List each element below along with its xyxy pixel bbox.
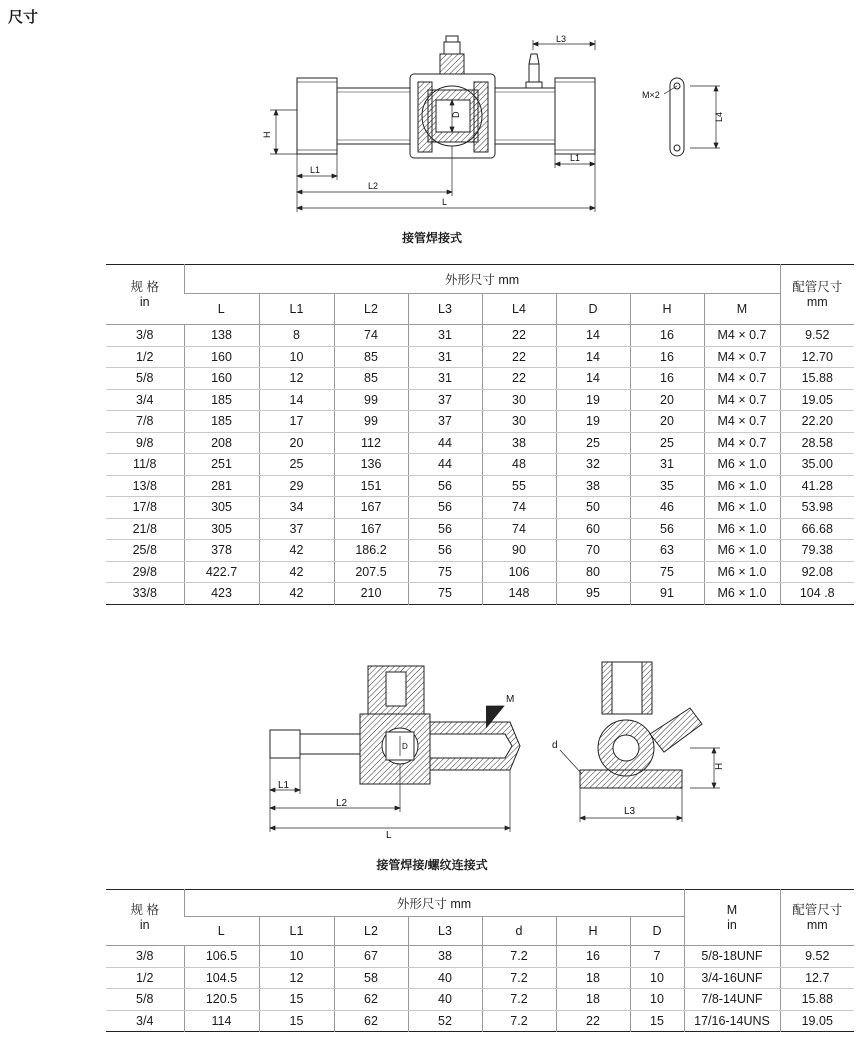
table-cell: 13/8 <box>106 475 184 497</box>
table-cell: 3/4 <box>106 389 184 411</box>
table-cell: 17/16-14UNS <box>684 1010 780 1032</box>
table-row <box>106 389 854 411</box>
table-cell: 29/8 <box>106 561 184 583</box>
table-cell: 22 <box>482 368 556 390</box>
table-cell: 44 <box>408 432 482 454</box>
spec-header-unit: in <box>139 294 150 309</box>
table-cell: 305 <box>184 518 259 540</box>
table-row <box>106 989 854 1011</box>
table-cell: 19.05 <box>780 389 854 411</box>
table-cell: 33/8 <box>132 586 157 601</box>
table-cell: 56 <box>408 497 482 519</box>
table-row <box>106 346 854 368</box>
table-cell: 31 <box>408 346 482 368</box>
table-row <box>106 561 854 583</box>
dimensions-group-header-2: 外形尺寸 mm <box>184 890 684 917</box>
table-row <box>106 967 854 989</box>
table-cell: 25 <box>259 454 334 476</box>
table-cell: 15 <box>630 1010 684 1032</box>
table-cell: 3/4 <box>136 1013 154 1028</box>
table-cell: 99 <box>334 389 408 411</box>
column-header: L2 <box>334 294 408 325</box>
table-cell: 40 <box>408 967 482 989</box>
table-cell: M6 × 1.0 <box>704 454 780 476</box>
table-cell: 37 <box>408 389 482 411</box>
table-cell: 66.68 <box>780 518 854 540</box>
table-cell: 305 <box>184 497 259 519</box>
table-cell: 136 <box>334 454 408 476</box>
table-cell: 7 <box>630 946 684 968</box>
table-row <box>106 946 854 968</box>
table-cell: 17 <box>259 411 334 433</box>
table-cell: 34 <box>259 497 334 519</box>
table-cell: M6 × 1.0 <box>704 475 780 497</box>
table-cell: 30 <box>482 411 556 433</box>
dim-label-l1-2: L1 <box>278 780 290 791</box>
table-cell: 25/8 <box>106 540 184 562</box>
table-row <box>106 583 854 605</box>
table-row <box>106 368 854 390</box>
table-row <box>106 475 854 497</box>
table-cell: 99 <box>334 411 408 433</box>
table-cell: 14 <box>259 389 334 411</box>
table-cell: 42 <box>259 540 334 562</box>
table-row <box>106 497 854 519</box>
table-cell: 378 <box>184 540 259 562</box>
thread-m-header <box>684 890 780 946</box>
dim-label-d-bore: D <box>402 742 408 751</box>
table-cell: 19 <box>556 389 630 411</box>
table-cell: 18 <box>556 989 630 1011</box>
table-cell: 56 <box>408 475 482 497</box>
table-cell: M4 × 0.7 <box>704 432 780 454</box>
table-cell: 35 <box>630 475 704 497</box>
table-cell: 20 <box>630 411 704 433</box>
spec-header-2-unit: in <box>139 917 150 932</box>
table-cell: 56 <box>408 518 482 540</box>
spec-header-label: 规 格 <box>130 279 159 294</box>
table-cell: 30 <box>482 389 556 411</box>
table-cell: 15 <box>259 989 334 1011</box>
table-cell: 16 <box>630 346 704 368</box>
table-cell: 207.5 <box>334 561 408 583</box>
table-cell: 114 <box>184 1010 259 1032</box>
table-cell: 14 <box>556 368 630 390</box>
column-header: L1 <box>259 917 334 946</box>
dim-label-m: M <box>506 694 515 705</box>
table-cell: 15.88 <box>780 989 854 1011</box>
table-cell: 58 <box>334 967 408 989</box>
dim-label-d-hole: d <box>552 740 558 751</box>
table-cell: 7.2 <box>482 946 556 968</box>
table-cell: 29 <box>259 475 334 497</box>
column-header: D <box>630 917 684 946</box>
table-cell: 1/2 <box>106 967 184 989</box>
table-cell: 104.5 <box>184 967 259 989</box>
table-cell: 167 <box>334 497 408 519</box>
table-cell: 10 <box>630 967 684 989</box>
dim-label-l2: L2 <box>368 181 379 191</box>
table-cell: 31 <box>630 454 704 476</box>
table-cell: 56 <box>630 518 704 540</box>
column-header: L3 <box>408 917 482 946</box>
table-cell: 62 <box>334 1010 408 1032</box>
dim-label-mx2: M×2 <box>642 90 660 100</box>
table-cell: M4 × 0.7 <box>704 325 780 347</box>
pipe-size-header <box>780 265 854 325</box>
table-cell: 74 <box>482 518 556 540</box>
table-cell: 62 <box>334 989 408 1011</box>
table-cell: 12 <box>259 368 334 390</box>
table-cell: 35.00 <box>780 454 854 476</box>
table-cell: 186.2 <box>334 540 408 562</box>
table-cell: 112 <box>334 432 408 454</box>
table-row <box>106 411 854 433</box>
table-cell: 160 <box>184 346 259 368</box>
pipe-size-2-label: 配管尺寸 <box>792 902 843 917</box>
table-cell: 5/8 <box>106 989 184 1011</box>
thread-m-unit: in <box>727 917 737 932</box>
column-header: L <box>184 917 259 946</box>
table-cell: 22 <box>556 1010 630 1032</box>
table-cell: 21/8 <box>106 518 184 540</box>
table-cell: 22.20 <box>780 411 854 433</box>
table-cell: 42 <box>259 561 334 583</box>
table-cell: 70 <box>556 540 630 562</box>
table-cell: 79.38 <box>780 540 854 562</box>
table-cell: 46 <box>630 497 704 519</box>
spec-header <box>106 265 184 325</box>
table-cell: 17/8 <box>106 497 184 519</box>
diagram1-caption: 接管焊接式 <box>401 231 462 245</box>
table-cell: 74 <box>334 325 408 347</box>
table-cell: 38 <box>482 432 556 454</box>
dim-label-l3: L3 <box>556 34 567 44</box>
table-cell: 210 <box>334 583 408 605</box>
table-cell: 7.2 <box>482 967 556 989</box>
dim-label-l: L <box>442 197 448 207</box>
dim-label-d: D <box>451 111 461 118</box>
table-cell: 151 <box>334 475 408 497</box>
table-cell: 106 <box>482 561 556 583</box>
dim-label-l1-right: L1 <box>570 153 581 163</box>
table-cell: 15 <box>259 1010 334 1032</box>
table-cell: 1/2 <box>106 346 184 368</box>
table-row <box>106 325 854 347</box>
table-cell: 31 <box>408 368 482 390</box>
table-cell: 40 <box>408 989 482 1011</box>
table-cell: 48 <box>482 454 556 476</box>
diagram2-caption: 接管焊接/螺纹连接式 <box>376 858 488 872</box>
table-cell: 10 <box>630 989 684 1011</box>
table-cell: 185 <box>184 389 259 411</box>
spec-header-2 <box>106 890 184 946</box>
weld-valve-drawing <box>250 30 730 220</box>
table-cell: 41.28 <box>780 475 854 497</box>
table-cell: 55 <box>482 475 556 497</box>
table-cell: M6 × 1.0 <box>704 583 780 605</box>
table-cell: 7.2 <box>482 1010 556 1032</box>
table-cell: 91 <box>630 583 704 605</box>
table-cell: M4 × 0.7 <box>704 411 780 433</box>
table-cell: M4 × 0.7 <box>704 368 780 390</box>
table-cell: 38 <box>556 475 630 497</box>
column-header: L4 <box>482 294 556 325</box>
table-cell: 85 <box>334 346 408 368</box>
table-cell: 9.52 <box>780 325 854 347</box>
column-header: H <box>556 917 630 946</box>
table-cell: 148 <box>482 583 556 605</box>
table-row <box>106 432 854 454</box>
table-cell: 10 <box>259 946 334 968</box>
table-cell: 14 <box>556 325 630 347</box>
table-cell: 63 <box>630 540 704 562</box>
thread-m-label: M <box>726 902 738 917</box>
table-row <box>106 540 854 562</box>
table-cell: 42 <box>259 583 334 605</box>
table-cell: 75 <box>408 561 482 583</box>
table-cell: 5/8-18UNF <box>684 946 780 968</box>
pipe-size-label: 配管尺寸 <box>792 279 843 294</box>
weld-spec-table <box>106 264 854 605</box>
table-cell: 56 <box>408 540 482 562</box>
table-cell: 19.05 <box>780 1010 854 1032</box>
table-cell: 16 <box>630 325 704 347</box>
table-cell: 25 <box>630 432 704 454</box>
table-cell: 22 <box>482 346 556 368</box>
table-cell: 16 <box>630 368 704 390</box>
dim-label-l-2: L <box>386 830 392 841</box>
table-cell: 85 <box>334 368 408 390</box>
table-cell: 25 <box>556 432 630 454</box>
table-cell: M4 × 0.7 <box>704 346 780 368</box>
dim-label-l4: L4 <box>714 111 724 122</box>
dim-label-l3-2: L3 <box>624 806 636 817</box>
table-cell: M6 × 1.0 <box>704 518 780 540</box>
column-header: H <box>630 294 704 325</box>
column-header: L1 <box>259 294 334 325</box>
table-row <box>106 1010 854 1032</box>
pipe-size-unit: mm <box>806 294 828 309</box>
table-cell: 14 <box>556 346 630 368</box>
table-cell: 106.5 <box>184 946 259 968</box>
dimensions-group-header: 外形尺寸 mm <box>184 265 780 294</box>
table-cell: 7.2 <box>482 989 556 1011</box>
table-cell: 281 <box>184 475 259 497</box>
table-cell: 52 <box>408 1010 482 1032</box>
table-cell: 53.98 <box>780 497 854 519</box>
table-cell: 38 <box>408 946 482 968</box>
dim-label-h: H <box>262 131 272 138</box>
table-cell: 67 <box>334 946 408 968</box>
dim-label-l2-2: L2 <box>336 798 348 809</box>
table-cell: 9/8 <box>106 432 184 454</box>
table-cell: 3/4-16UNF <box>684 967 780 989</box>
table-cell: 104 .8 <box>780 583 854 605</box>
table-cell: 120.5 <box>184 989 259 1011</box>
table-cell: 20 <box>630 389 704 411</box>
table-cell: 32 <box>556 454 630 476</box>
thread-spec-table <box>106 889 854 1032</box>
table-cell: 60 <box>556 518 630 540</box>
column-header: L2 <box>334 917 408 946</box>
column-header: L <box>184 294 259 325</box>
pipe-size-2-unit: mm <box>806 917 828 932</box>
table-cell: 11/8 <box>106 454 184 476</box>
spec-header-2-label: 规 格 <box>130 902 159 917</box>
table-cell: 422.7 <box>184 561 259 583</box>
table-cell: 7/8 <box>106 411 184 433</box>
table-cell: 16 <box>556 946 630 968</box>
dim-label-l1-left: L1 <box>310 165 321 175</box>
table-cell: 31 <box>408 325 482 347</box>
table-cell: 167 <box>334 518 408 540</box>
page-title: 尺寸 <box>8 9 39 26</box>
table-cell: 90 <box>482 540 556 562</box>
pipe-size-header-2 <box>780 890 854 946</box>
table-cell: 50 <box>556 497 630 519</box>
table-cell: 10 <box>259 346 334 368</box>
table-cell: M6 × 1.0 <box>704 497 780 519</box>
column-header: L3 <box>408 294 482 325</box>
table-cell: 8 <box>259 325 334 347</box>
table-cell: 3/8 <box>106 946 184 968</box>
table-cell: 37 <box>408 411 482 433</box>
table-cell: 75 <box>408 583 482 605</box>
column-header: M <box>704 294 780 325</box>
table-cell: 3/8 <box>106 325 184 347</box>
table-cell: 251 <box>184 454 259 476</box>
table-cell: M6 × 1.0 <box>704 561 780 583</box>
table-cell: 5/8 <box>106 368 184 390</box>
table-cell: 423 <box>184 583 259 605</box>
table-cell: 37 <box>259 518 334 540</box>
table-cell: 75 <box>630 561 704 583</box>
dim-label-h2: H <box>714 762 725 770</box>
table-cell: 208 <box>184 432 259 454</box>
table-row <box>106 518 854 540</box>
column-header: d <box>482 917 556 946</box>
table-cell: 19 <box>556 411 630 433</box>
table-cell: 92.08 <box>780 561 854 583</box>
table-cell: 12.70 <box>780 346 854 368</box>
thread-valve-drawing <box>250 652 730 842</box>
table-cell: 44 <box>408 454 482 476</box>
table-cell: 80 <box>556 561 630 583</box>
table-cell: 15.88 <box>780 368 854 390</box>
table-cell: 160 <box>184 368 259 390</box>
table-cell: 185 <box>184 411 259 433</box>
table-cell: M6 × 1.0 <box>704 540 780 562</box>
table-cell: M4 × 0.7 <box>704 389 780 411</box>
column-header: D <box>556 294 630 325</box>
table-cell: 74 <box>482 497 556 519</box>
table-cell: 12.7 <box>780 967 854 989</box>
table-row <box>106 454 854 476</box>
table-cell: 7/8-14UNF <box>684 989 780 1011</box>
table-cell: 9.52 <box>780 946 854 968</box>
table-cell: 12 <box>259 967 334 989</box>
table-cell: 95 <box>556 583 630 605</box>
table-cell: 138 <box>184 325 259 347</box>
table-cell: 28.58 <box>780 432 854 454</box>
table-cell: 18 <box>556 967 630 989</box>
table-cell: 20 <box>259 432 334 454</box>
table-cell: 22 <box>482 325 556 347</box>
